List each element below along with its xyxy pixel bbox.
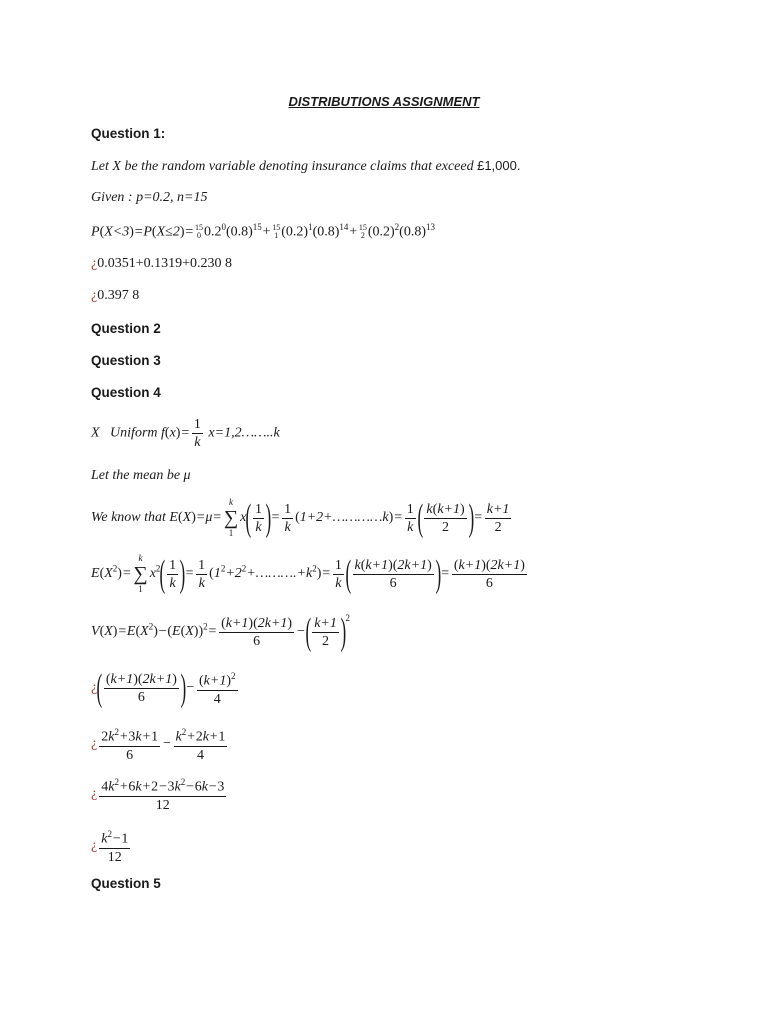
- q4-variance-step2: ¿ $\frac{2k^2+3k+1}{6}$ − $\frac{k^2+2k+1}{4}$: [91, 724, 229, 764]
- inverted-question-mark: ¿: [91, 786, 98, 802]
- inverted-question-mark: ¿: [91, 256, 98, 271]
- binom-15-0: 15 0: [194, 223, 203, 241]
- question-1-heading: Question 1:: [91, 126, 166, 141]
- inverted-question-mark: ¿: [91, 288, 98, 303]
- q4-variance-step1: ¿( $\frac{(k+1)(2k+1)}{6}$ )− $\frac{(k+1)^2}{4}$: [91, 667, 236, 709]
- q1-given: Given : p=0.2, n=15: [91, 190, 208, 205]
- q1-step1: [91, 256, 232, 272]
- q1-intro-text: Let X be the random variable denoting insurance claims that exceed: [91, 159, 474, 174]
- question-4-heading: Question 4: [91, 385, 161, 400]
- q1-result-value: 0.397 8: [97, 288, 140, 303]
- q1-amount: £1,000.: [477, 158, 521, 173]
- summation-symbol: k ∑ 1: [223, 497, 239, 538]
- q1-probability-equation: P(X<3)=P(X≤2)= 15 0 $0.2^0(0.8)^{15}+$ 15 1 $(0.2)^1(0.8)^{14}+$ 15 2 $(0.2)^2(0.8)^{13}$: [91, 222, 435, 241]
- question-5-heading: Question 5: [91, 876, 161, 891]
- we-know-text: We know that: [91, 510, 166, 526]
- q4-variance-step3: ¿ $\frac{4k^2+6k+2-3k^2-6k-3}{12}$: [91, 774, 228, 814]
- inverted-question-mark: ¿: [91, 736, 98, 752]
- q1-step1-value: 0.0351+0.1319+0.230 8: [97, 256, 233, 271]
- q4-second-moment: $E(X^2)=$ k ∑ 1 $x^2$( $\frac{1}{k}$ )= $\frac{1}{k}$ $(1^2+2^2+\dots\dots\dots.+k^2)=$ $\frac{1}{k}$ ( $\frac{k(k+1)(2k+1)}{6}$ )= $\frac{(k+1)(2k+1)}{6}$: [91, 553, 525, 595]
- inverted-question-mark: ¿: [91, 838, 98, 854]
- q4-mean-statement: Let the mean be μ: [91, 468, 191, 483]
- q4-variance-result: ¿ $\frac{k^2-1}{12}$: [91, 826, 132, 866]
- summation-symbol: k ∑ 1: [133, 553, 148, 594]
- q1-intro: [91, 158, 520, 175]
- q4-uniform-def: X Uniform f(x)= $\frac{1}{k}$ x=1,2……..k: [91, 417, 280, 450]
- binom-15-2: 15 2: [358, 223, 367, 241]
- question-3-heading: Question 3: [91, 353, 161, 368]
- q4-variance: $V(X)=E(X^2)-(E(X))^2=$ $\frac{(k+1)(2k+1)}{6}$ −( $\frac{k+1}{2}$ )$^2$: [91, 611, 351, 653]
- q1-result: [91, 288, 139, 304]
- document-title: DISTRIBUTIONS ASSIGNMENT: [288, 94, 480, 109]
- binom-15-1: 15 1: [272, 223, 281, 241]
- inverted-question-mark: ¿: [91, 680, 98, 696]
- question-2-heading: Question 2: [91, 321, 161, 336]
- q4-expectation: We know that E(X)=μ= k ∑ 1 x( $\frac{1}{k}$ )= $\frac{1}{k}$ (1+2+…………k)= $\frac{1}{k}$ ( $\frac{k(k+1)}{2}$ )= $\frac{k+1}{2}$: [91, 497, 510, 539]
